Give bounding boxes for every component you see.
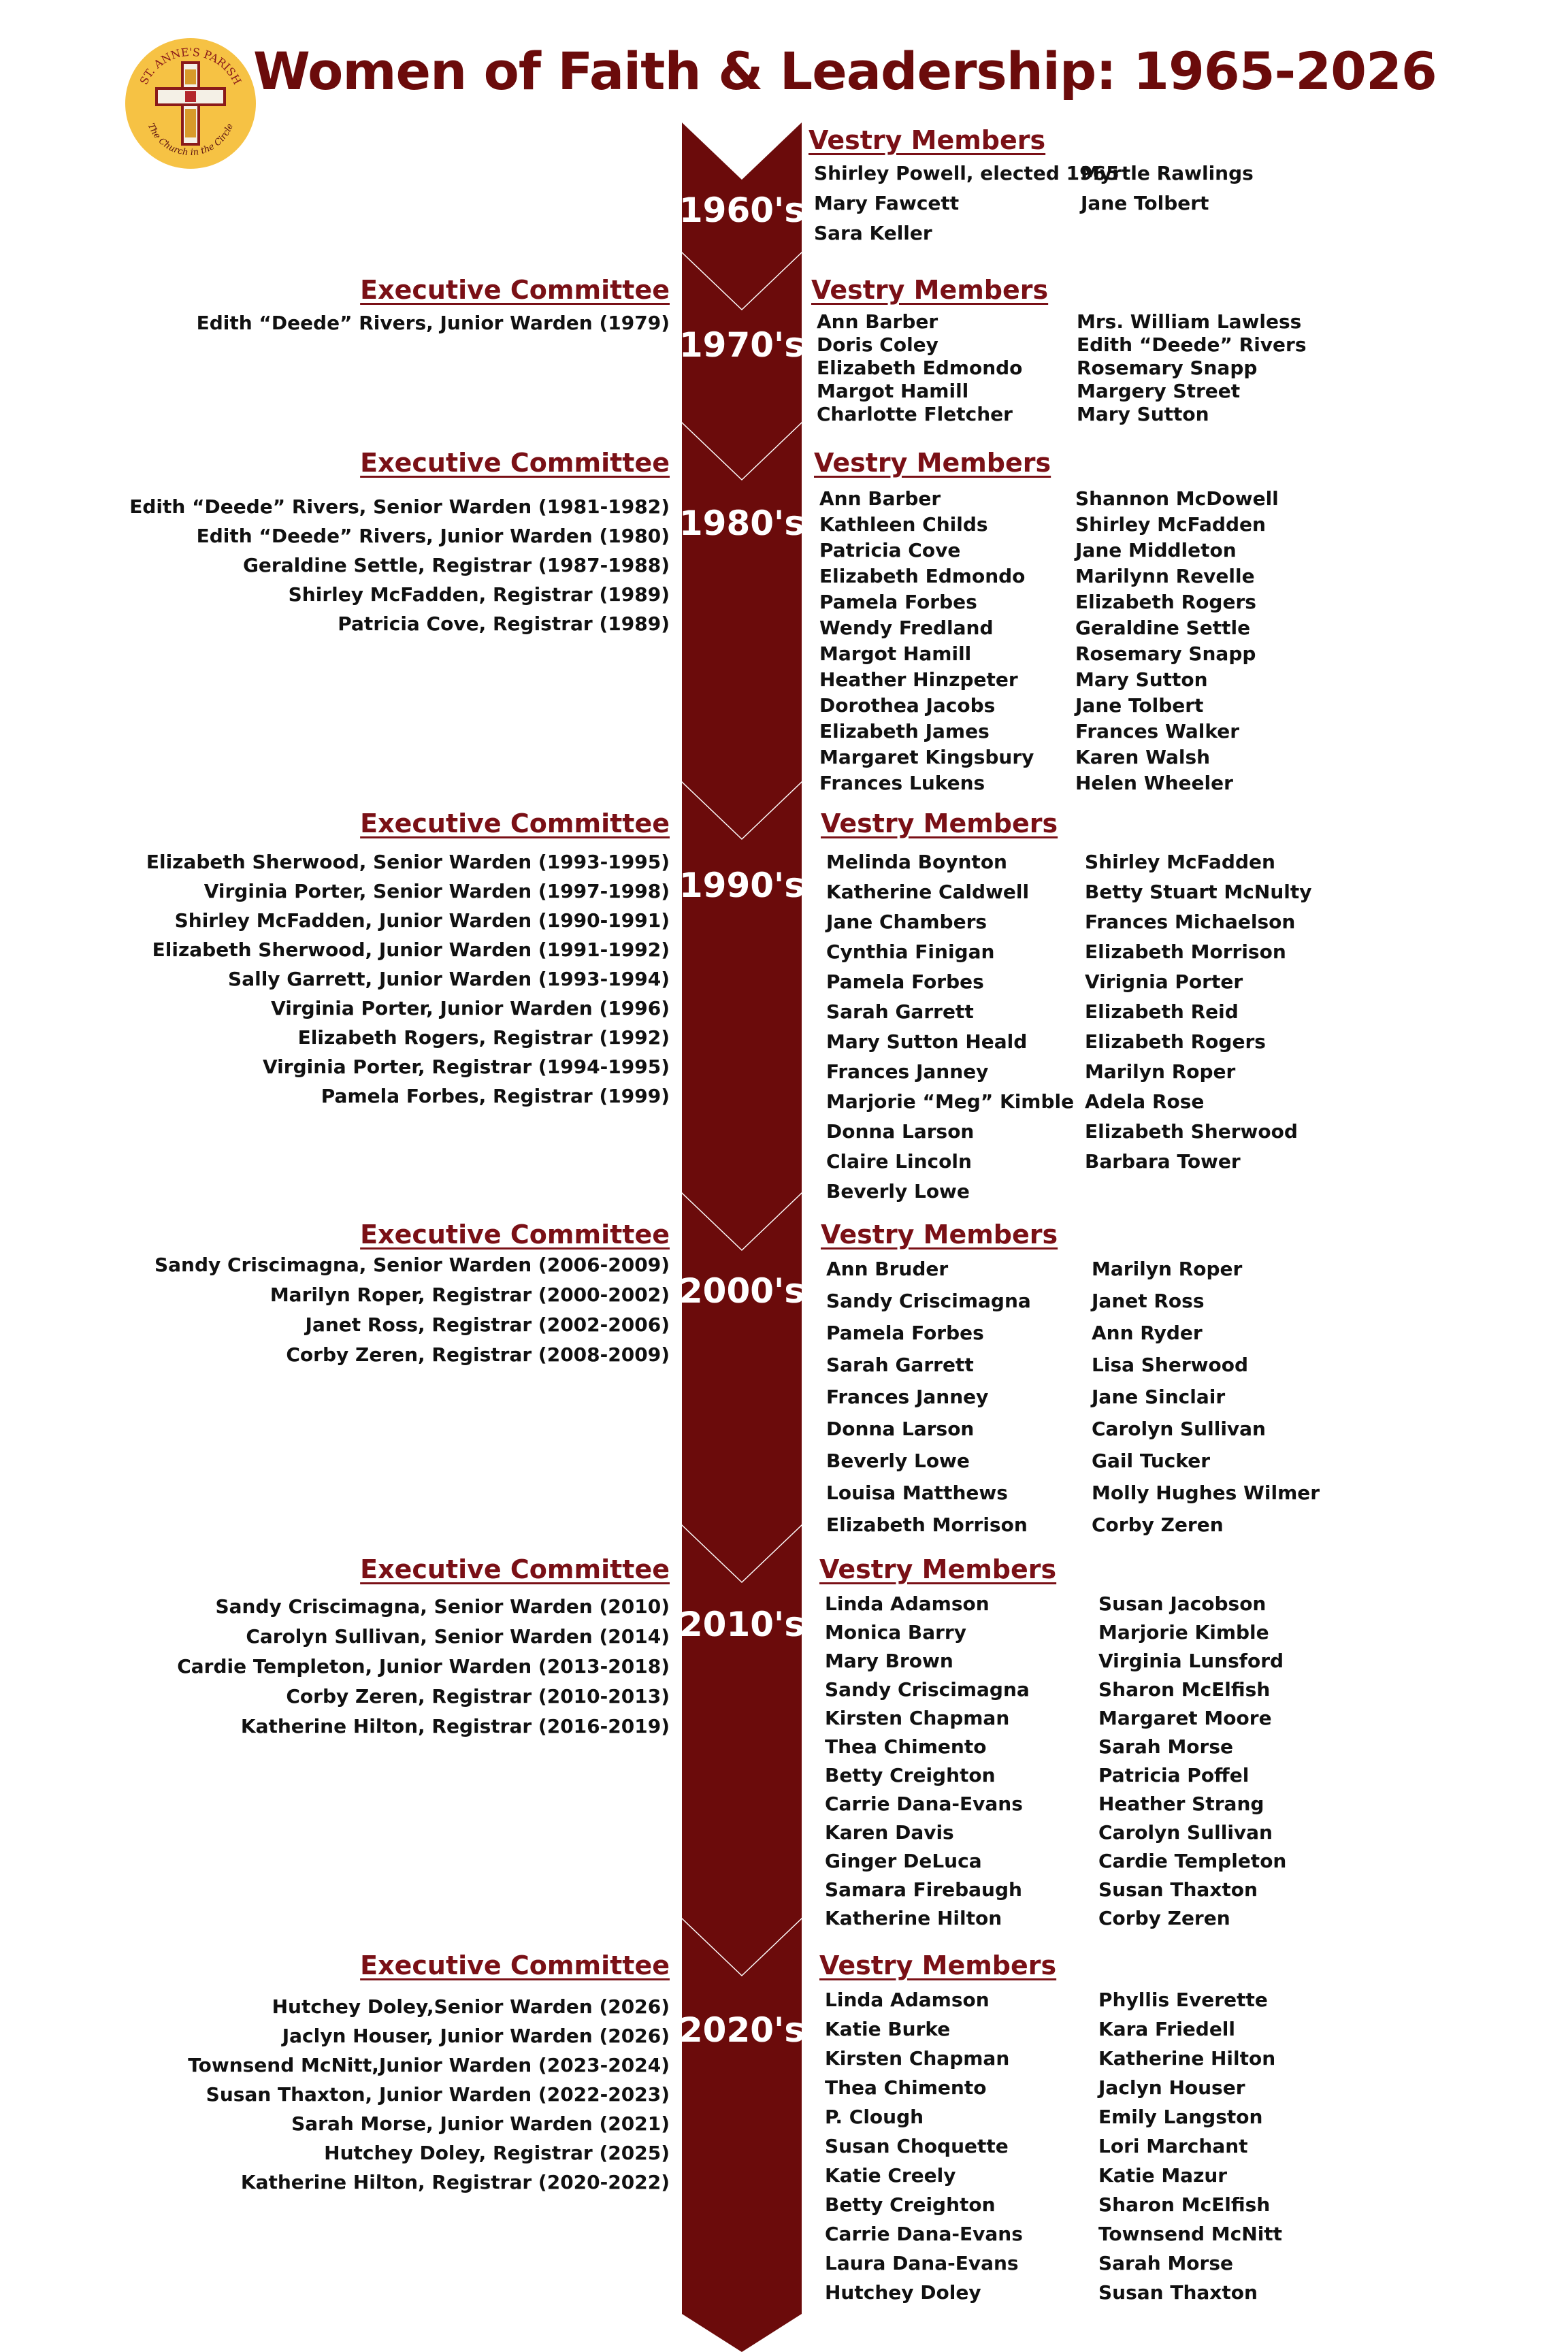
- executive-item: Geraldine Settle, Registrar (1987-1988): [242, 554, 670, 576]
- executive-heading: Executive Committee: [360, 808, 670, 838]
- vestry-member: Susan Jacobson: [1098, 1592, 1267, 1615]
- logo-text-top: ST. ANNE'S PARISH: [137, 45, 244, 87]
- vestry-member: Dorothea Jacobs: [819, 694, 996, 717]
- timeline-segment: [682, 783, 802, 1250]
- vestry-right-column: [1077, 310, 1307, 426]
- vestry-member: Margot Hamill: [819, 642, 972, 665]
- vestry-member: Gail Tucker: [1092, 1450, 1211, 1472]
- executive-item: Shirley McFadden, Registrar (1989): [288, 583, 670, 606]
- vestry-member: Kathleen Childs: [819, 513, 988, 536]
- executive-item: Katherine Hilton, Registrar (2016-2019): [240, 1715, 670, 1737]
- vestry-member: Ginger DeLuca: [825, 1850, 982, 1872]
- vestry-member: Elizabeth Rogers: [1075, 591, 1256, 613]
- executive-item: Hutchey Doley, Registrar (2025): [324, 2142, 670, 2164]
- executive-item: Elizabeth Sherwood, Senior Warden (1993-1995): [146, 851, 670, 873]
- vestry-member: Frances Lukens: [819, 772, 985, 794]
- vestry-member: Pamela Forbes: [826, 970, 984, 993]
- executive-list: [146, 851, 670, 1114]
- executive-heading: Executive Committee: [360, 448, 670, 478]
- decade-label: 1980's: [679, 504, 805, 543]
- vestry-member: Susan Choquette: [825, 2135, 1009, 2157]
- vestry-member: Frances Janney: [826, 1386, 989, 1408]
- vestry-member: Elizabeth Sherwood: [1085, 1120, 1298, 1143]
- vestry-member: Kirsten Chapman: [825, 1707, 1010, 1729]
- vestry-member: Sandy Criscimagna: [825, 1678, 1030, 1701]
- executive-list: [177, 1595, 670, 1745]
- vestry-member: Pamela Forbes: [819, 591, 977, 613]
- executive-item: Virginia Porter, Junior Warden (1996): [271, 997, 670, 1019]
- vestry-member: Marjorie Kimble: [1098, 1621, 1269, 1644]
- vestry-member: Mrs. William Lawless: [1077, 310, 1302, 333]
- vestry-member: Susan Thaxton: [1098, 1878, 1258, 1901]
- vestry-member: Margaret Moore: [1098, 1707, 1272, 1729]
- vestry-right-column: [1081, 162, 1254, 222]
- executive-item: Elizabeth Rogers, Registrar (1992): [297, 1026, 670, 1049]
- vestry-member: Mary Sutton Heald: [826, 1030, 1028, 1053]
- vestry-member: Claire Lincoln: [826, 1150, 972, 1173]
- vestry-member: Patricia Cove: [819, 539, 961, 561]
- vestry-member: Frances Janney: [826, 1060, 989, 1083]
- vestry-member: Jane Middleton: [1075, 539, 1237, 561]
- decade-label: 1970's: [679, 325, 805, 365]
- vestry-member: Myrtle Rawlings: [1081, 162, 1254, 184]
- vestry-right-column: [1075, 487, 1279, 798]
- decade-label: 2000's: [679, 1271, 805, 1311]
- vestry-member: Karen Walsh: [1075, 746, 1211, 768]
- vestry-member: Louisa Matthews: [826, 1482, 1008, 1504]
- vestry-member: Katherine Hilton: [825, 1907, 1002, 1929]
- vestry-member: Sharon McElfish: [1098, 2193, 1271, 2216]
- logo-text-bottom: The Church in the Circle: [145, 122, 236, 159]
- vestry-member: Samara Firebaugh: [825, 1878, 1022, 1901]
- vestry-member: Edith “Deede” Rivers: [1077, 333, 1307, 356]
- vestry-member: Jane Sinclair: [1092, 1386, 1226, 1408]
- decade-label: 2020's: [679, 2010, 805, 2050]
- vestry-right-column: [1098, 1989, 1282, 2310]
- vestry-right-column: [1092, 1258, 1320, 1546]
- decade-label: 2010's: [679, 1605, 805, 1644]
- vestry-member: Lisa Sherwood: [1092, 1354, 1249, 1376]
- executive-list: [197, 312, 670, 340]
- vestry-right-column: [1085, 851, 1311, 1180]
- vestry-member: Cardie Templeton: [1098, 1850, 1287, 1872]
- vestry-member: Adela Rose: [1085, 1090, 1205, 1113]
- executive-heading: Executive Committee: [360, 1950, 670, 1980]
- vestry-member: Sarah Garrett: [826, 1354, 974, 1376]
- vestry-member: Cynthia Finigan: [826, 941, 995, 963]
- vestry-member: Katie Mazur: [1098, 2164, 1228, 2187]
- vestry-member: Beverly Lowe: [826, 1180, 970, 1203]
- vestry-member: Shannon McDowell: [1075, 487, 1279, 510]
- vestry-member: Emily Langston: [1098, 2106, 1263, 2128]
- vestry-member: Elizabeth Morrison: [826, 1514, 1028, 1536]
- vestry-member: Marilyn Roper: [1085, 1060, 1236, 1083]
- vestry-left-column: [817, 310, 1022, 426]
- vestry-heading: Vestry Members: [819, 1950, 1057, 1980]
- vestry-member: Margaret Kingsbury: [819, 746, 1034, 768]
- vestry-member: Sarah Morse: [1098, 2252, 1234, 2274]
- vestry-member: Sara Keller: [814, 222, 932, 244]
- vestry-member: Mary Brown: [825, 1650, 953, 1672]
- vestry-member: Karen Davis: [825, 1821, 954, 1844]
- vestry-member: Elizabeth Rogers: [1085, 1030, 1266, 1053]
- executive-item: Carolyn Sullivan, Senior Warden (2014): [246, 1625, 670, 1648]
- vestry-heading: Vestry Members: [819, 1554, 1057, 1584]
- vestry-member: Carolyn Sullivan: [1092, 1418, 1266, 1440]
- vestry-member: Elizabeth Edmondo: [819, 565, 1026, 587]
- executive-heading: Executive Committee: [360, 1554, 670, 1584]
- vestry-member: Helen Wheeler: [1075, 772, 1233, 794]
- vestry-member: Linda Adamson: [825, 1592, 990, 1615]
- vestry-member: Margot Hamill: [817, 380, 969, 402]
- vestry-member: Thea Chimento: [825, 2076, 987, 2099]
- vestry-member: Shirley Powell, elected 1965: [814, 162, 1120, 184]
- executive-item: Corby Zeren, Registrar (2008-2009): [286, 1343, 670, 1366]
- vestry-member: Heather Hinzpeter: [819, 668, 1018, 691]
- timeline-segment: [682, 423, 802, 838]
- executive-item: Corby Zeren, Registrar (2010-2013): [286, 1685, 670, 1708]
- vestry-member: Susan Thaxton: [1098, 2281, 1258, 2304]
- executive-item: Shirley McFadden, Junior Warden (1990-1991): [174, 909, 670, 932]
- vestry-left-column: [826, 851, 1074, 1210]
- vestry-member: Shirley McFadden: [1075, 513, 1266, 536]
- vestry-member: Kara Friedell: [1098, 2018, 1236, 2040]
- executive-list: [129, 495, 670, 642]
- executive-item: Sarah Morse, Junior Warden (2021): [291, 2112, 670, 2135]
- vestry-member: Janet Ross: [1092, 1290, 1205, 1312]
- executive-item: Jaclyn Houser, Junior Warden (2026): [282, 2025, 670, 2047]
- vestry-member: Elizabeth Reid: [1085, 1000, 1239, 1023]
- vestry-member: Kirsten Chapman: [825, 2047, 1010, 2070]
- executive-item: Katherine Hilton, Registrar (2020-2022): [240, 2171, 670, 2193]
- vestry-member: Carolyn Sullivan: [1098, 1821, 1273, 1844]
- vestry-member: Ann Bruder: [826, 1258, 949, 1280]
- vestry-member: Elizabeth Edmondo: [817, 357, 1023, 379]
- vestry-member: Sandy Criscimagna: [826, 1290, 1031, 1312]
- vestry-member: Geraldine Settle: [1075, 617, 1251, 639]
- vestry-member: Mary Sutton: [1075, 668, 1208, 691]
- vestry-left-column: [814, 162, 1120, 252]
- vestry-member: Sarah Morse: [1098, 1735, 1234, 1758]
- vestry-member: Patricia Poffel: [1098, 1764, 1250, 1786]
- vestry-member: Marilynn Revelle: [1075, 565, 1255, 587]
- vestry-member: Melinda Boynton: [826, 851, 1007, 873]
- executive-heading: Executive Committee: [360, 1220, 670, 1250]
- vestry-member: Barbara Tower: [1085, 1150, 1241, 1173]
- decade-label: 1960's: [679, 191, 805, 230]
- vestry-member: Pamela Forbes: [826, 1322, 984, 1344]
- executive-item: Pamela Forbes, Registrar (1999): [321, 1085, 670, 1107]
- vestry-member: Jane Tolbert: [1075, 694, 1204, 717]
- executive-item: Sandy Criscimagna, Senior Warden (2010): [215, 1595, 670, 1618]
- vestry-member: Doris Coley: [817, 333, 938, 356]
- vestry-member: Frances Michaelson: [1085, 911, 1296, 933]
- vestry-member: Katherine Caldwell: [826, 881, 1030, 903]
- vestry-heading: Vestry Members: [821, 808, 1058, 838]
- vestry-member: Donna Larson: [826, 1418, 975, 1440]
- vestry-member: Elizabeth James: [819, 720, 990, 742]
- executive-item: Virginia Porter, Senior Warden (1997-1998): [203, 880, 670, 902]
- vestry-member: Hutchey Doley: [825, 2281, 981, 2304]
- executive-heading: Executive Committee: [360, 275, 670, 305]
- executive-list: [154, 1254, 670, 1373]
- vestry-member: Jane Chambers: [826, 911, 987, 933]
- vestry-member: Carrie Dana-Evans: [825, 1793, 1023, 1815]
- vestry-member: Jaclyn Houser: [1098, 2076, 1245, 2099]
- vestry-member: Marilyn Roper: [1092, 1258, 1243, 1280]
- vestry-member: Monica Barry: [825, 1621, 966, 1644]
- vestry-left-column: [825, 1592, 1030, 1936]
- executive-item: Virginia Porter, Registrar (1994-1995): [263, 1056, 670, 1078]
- vestry-right-column: [1098, 1592, 1286, 1936]
- vestry-member: Rosemary Snapp: [1075, 642, 1256, 665]
- vestry-heading: Vestry Members: [821, 1220, 1058, 1250]
- vestry-left-column: [825, 1989, 1023, 2310]
- executive-item: Patricia Cove, Registrar (1989): [338, 612, 670, 635]
- vestry-member: Katie Creely: [825, 2164, 956, 2187]
- vestry-member: Sharon McElfish: [1098, 1678, 1271, 1701]
- vestry-member: Shirley McFadden: [1085, 851, 1275, 873]
- executive-list: [188, 1995, 670, 2200]
- vestry-member: Margery Street: [1077, 380, 1241, 402]
- vestry-member: Thea Chimento: [825, 1735, 987, 1758]
- vestry-member: Lori Marchant: [1098, 2135, 1248, 2157]
- vestry-member: Carrie Dana-Evans: [825, 2223, 1023, 2245]
- executive-item: Marilyn Roper, Registrar (2000-2002): [270, 1284, 670, 1306]
- vestry-member: Mary Sutton: [1077, 403, 1209, 425]
- vestry-member: Virginia Lunsford: [1098, 1650, 1284, 1672]
- vestry-member: Katherine Hilton: [1098, 2047, 1276, 2070]
- vestry-heading: Vestry Members: [814, 448, 1051, 478]
- vestry-member: Betty Stuart McNulty: [1085, 881, 1312, 903]
- vestry-heading: Vestry Members: [811, 275, 1049, 305]
- vestry-member: Wendy Fredland: [819, 617, 994, 639]
- decade-label: 1990's: [679, 866, 805, 905]
- timeline-segment: [682, 1526, 802, 1975]
- vestry-member: Phyllis Everette: [1098, 1989, 1268, 2011]
- vestry-member: Ann Barber: [819, 487, 941, 510]
- vestry-member: Corby Zeren: [1098, 1907, 1230, 1929]
- executive-item: Elizabeth Sherwood, Junior Warden (1991-1992): [152, 938, 670, 961]
- vestry-member: Donna Larson: [826, 1120, 975, 1143]
- vestry-member: Frances Walker: [1075, 720, 1240, 742]
- vestry-member: Corby Zeren: [1092, 1514, 1224, 1536]
- vestry-member: Mary Fawcett: [814, 192, 960, 214]
- vestry-member: Beverly Lowe: [826, 1450, 970, 1472]
- executive-item: Edith “Deede” Rivers, Senior Warden (1981-1982): [129, 495, 670, 518]
- vestry-member: Marjorie “Meg” Kimble: [826, 1090, 1075, 1113]
- executive-item: Edith “Deede” Rivers, Junior Warden (1980): [196, 525, 670, 547]
- executive-item: Janet Ross, Registrar (2002-2006): [305, 1313, 670, 1336]
- executive-item: Sandy Criscimagna, Senior Warden (2006-2009): [154, 1254, 670, 1276]
- vestry-member: Charlotte Fletcher: [817, 403, 1013, 425]
- vestry-left-column: [819, 487, 1034, 798]
- vestry-member: Elizabeth Morrison: [1085, 941, 1286, 963]
- vestry-member: Betty Creighton: [825, 1764, 996, 1786]
- timeline-segment: [682, 1194, 802, 1582]
- executive-item: Edith “Deede” Rivers, Junior Warden (1979): [196, 312, 670, 334]
- vestry-member: Molly Hughes Wilmer: [1092, 1482, 1320, 1504]
- vestry-member: P. Clough: [825, 2106, 924, 2128]
- vestry-member: Ann Ryder: [1092, 1322, 1203, 1344]
- page-title: Women of Faith & Leadership: 1965-2026: [253, 41, 1437, 101]
- executive-item: Townsend McNitt,Junior Warden (2023-2024): [188, 2054, 670, 2076]
- executive-item: Hutchey Doley,Senior Warden (2026): [272, 1995, 670, 2018]
- vestry-member: Katie Burke: [825, 2018, 951, 2040]
- vestry-member: Townsend McNitt: [1098, 2223, 1283, 2245]
- executive-item: Susan Thaxton, Junior Warden (2022-2023): [206, 2083, 670, 2106]
- vestry-member: Betty Creighton: [825, 2193, 996, 2216]
- vestry-member: Laura Dana-Evans: [825, 2252, 1019, 2274]
- timeline-segment: [682, 1919, 802, 2352]
- vestry-heading: Vestry Members: [808, 125, 1046, 155]
- executive-item: Sally Garrett, Junior Warden (1993-1994): [228, 968, 670, 990]
- vestry-left-column: [826, 1258, 1031, 1546]
- vestry-member: Rosemary Snapp: [1077, 357, 1258, 379]
- vestry-member: Virignia Porter: [1085, 970, 1243, 993]
- vestry-member: Ann Barber: [817, 310, 938, 333]
- vestry-member: Linda Adamson: [825, 1989, 990, 2011]
- executive-item: Cardie Templeton, Junior Warden (2013-2018): [177, 1655, 670, 1678]
- vestry-member: Sarah Garrett: [826, 1000, 974, 1023]
- vestry-member: Jane Tolbert: [1081, 192, 1209, 214]
- vestry-member: Heather Strang: [1098, 1793, 1264, 1815]
